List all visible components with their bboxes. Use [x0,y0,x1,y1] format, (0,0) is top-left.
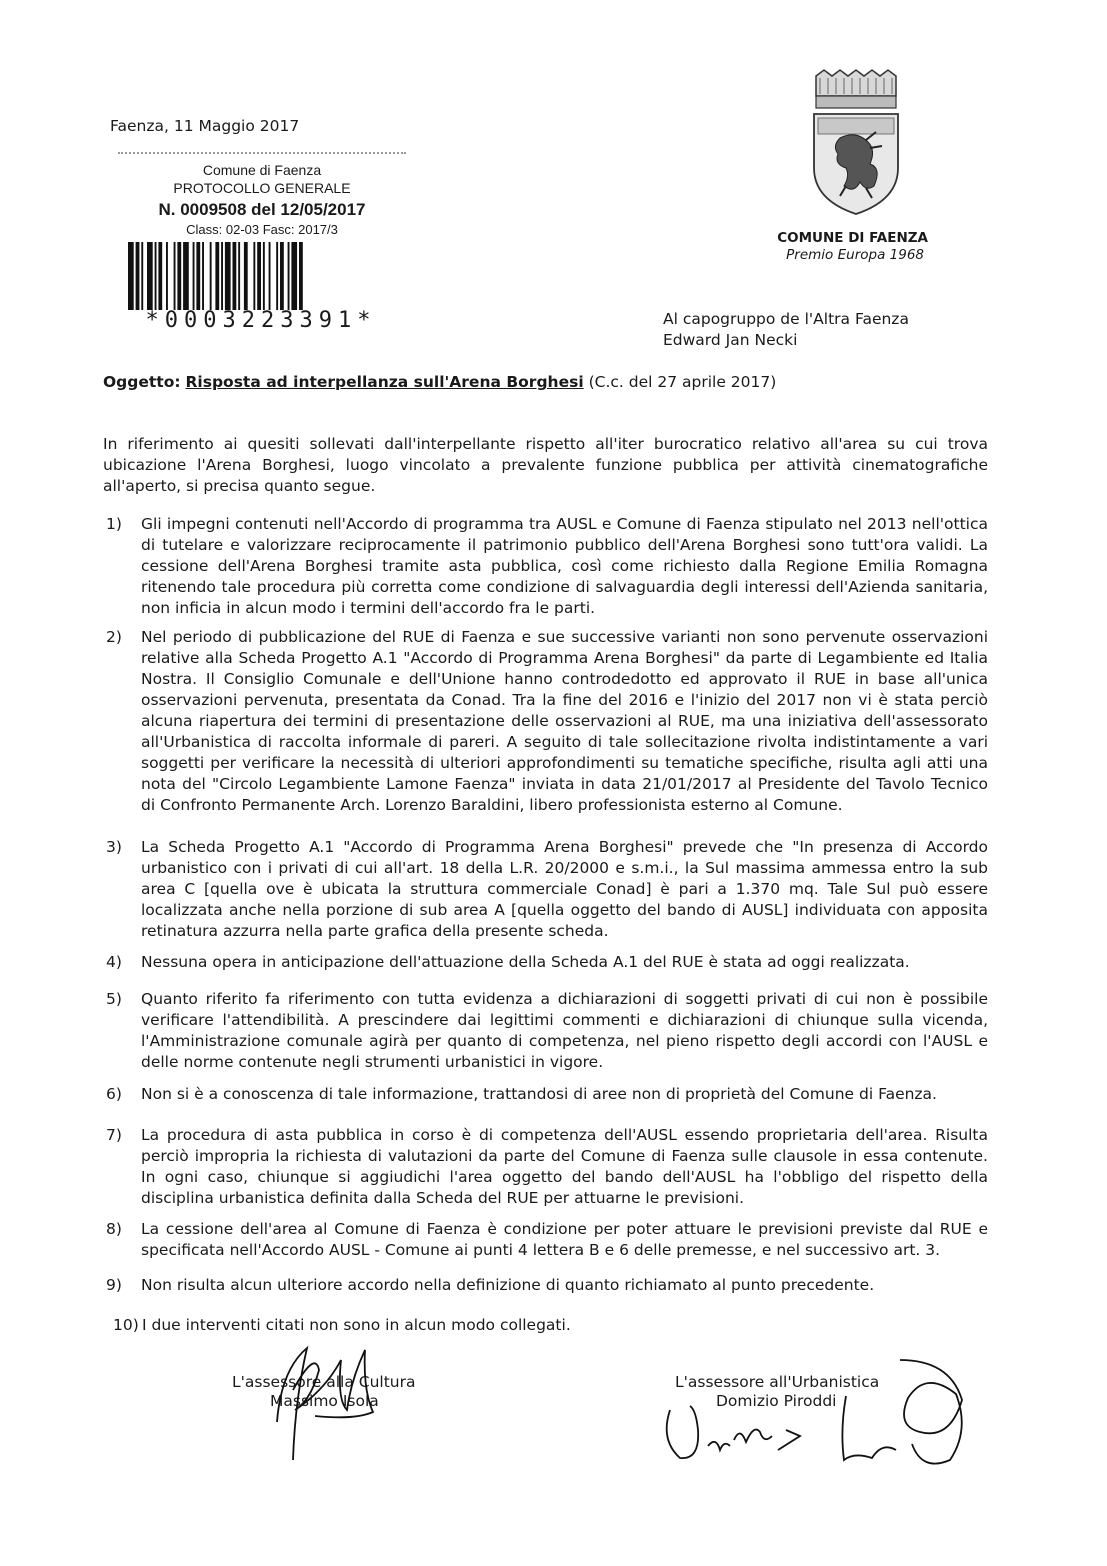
item-text: Nel periodo di pubblicazione del RUE di Faenza e sue successive varianti non sono pervenute osservazioni relative alla Scheda Progetto A.1 "Accordo di Programma Arena Borghesi" da parte di Legambiente ed Italia Nostra. Il Consiglio Comunale e dell'Unione hanno controdedotto ed approvato il RUE in base all'unica osservazioni pervenuta, presentata da Conad. Tra la fine del 2016 e l'inizio del 2017 non vi è stata perciò alcuna riapertura dei termini di presentazione delle osservazioni al RUE, ma una iniziativa dell'assessorato all'Urbanistica di raccolta informale di pareri. A seguito di tale sollecitazione rivolta indistintamente a vari soggetti per verificare la necessità di ulteriori approfondimenti su tematiche specifiche, risulta agli atti una nota del "Circolo Legambiente Lamone Faenza" inviata in data 21/01/2017 al Presidente del Tavolo Tecnico di Confronto Permanente Arch. Lorenzo Baraldini, libero professionista esterno al Comune. [141,628,988,814]
barcode-stripe [155,242,157,310]
signature-right-name: Domizio Piroddi [716,1392,837,1410]
barcode-stripe [147,242,153,310]
barcode-stripe [193,242,195,310]
item-text: Non risulta alcun ulteriore accordo nella definizione di quanto richiamato al punto precedente. [141,1276,875,1294]
signature-right-handwriting-icon [650,1340,980,1480]
barcode-stripe [238,242,240,310]
item-number: 3) [106,838,122,856]
subject-line [103,373,776,391]
barcode-stripe [291,242,297,310]
signature-left-handwriting-icon [255,1330,395,1470]
barcode-number: *0003223391* [145,308,377,333]
barcode-stripe [215,242,219,310]
recipient-line-1: Al capogruppo de l'Altra Faenza [663,310,909,328]
barcode-stripe [269,242,271,310]
item-number: 4) [106,953,122,971]
stamp-protocol-number: N. 0009508 del 12/05/2017 [158,200,366,219]
stamp-register: PROTOCOLLO GENERALE [173,180,351,196]
institution-name: COMUNE DI FAENZA [777,230,928,246]
item-number: 1) [106,515,122,533]
item-text: Quanto riferito fa riferimento con tutta evidenza a dichiarazioni di soggetti privati di cui non è possibile verificare l'attendibilità. A prescindere dai legittimi commenti e dichiarazioni di chiunque sulla vicenda, l'Amministrazione comunale agirà per quanto di competenza, nel pieno rispetto degli accordi con l'AUSL e delle norme contenute negli strumenti urbanistici in vigore. [141,990,988,1071]
barcode-stripe [253,242,255,310]
item-number: 2) [106,628,122,646]
barcode-stripe [136,242,140,310]
subject-label: Oggetto: [103,373,181,391]
barcode-stripe [257,242,261,310]
barcode-stripe [263,242,265,310]
barcode-image [126,242,396,310]
intro-paragraph: In riferimento ai quesiti sollevati dall'interpellante rispetto all'iter burocratico relativo all'area su cui trova ubicazione l'Arena Borghesi, luogo vincolato a prevalente funzione pubblica per attività cinematografiche all'aperto, si precisa quanto segue. [103,435,988,495]
barcode-stripe [177,242,181,310]
barcode-stripe [280,242,284,310]
item-text: La Scheda Progetto A.1 "Accordo di Programma Arena Borghesi" prevede che "In presenza di Accordo urbanistico con i privati di cui all'art. 18 della L.R. 20/2000 e s.m.i., la Sul massima ammessa entro la sub area C [quella ove è ubicata la struttura commerciale Conad] è pari a 1.370 mq. Tale Sul può essere localizzata anche nella porzione di sub area A [quella oggetto del bando di AUSL] individuata con apposita retinatura azzurra nella parte grafica della presente scheda. [141,838,988,940]
barcode-stripe [141,242,143,310]
item-text: La procedura di asta pubblica in corso è di competenza dell'AUSL essendo proprietaria dell'area. Risulta perciò impropria la richiesta di valutazioni da parte del Comune di Faenza sulle clausole in essa contenute. In ogni caso, chiunque si aggiudichi l'area oggetto del bando dell'AUSL ha l'obbligo del rispetto della disciplina urbanistica definita dalla Scheda del RUE per attuarne le previsioni. [141,1126,988,1207]
item-text: I due interventi citati non sono in alcun modo collegati. [142,1316,571,1334]
item-number: 10) [113,1316,139,1334]
signature-left-name: Massimo Isola [270,1392,379,1410]
letter-date: Faenza, 11 Maggio 2017 [110,117,300,135]
barcode-stripe [299,242,303,310]
barcode-stripe [221,242,223,310]
item-text: Nessuna opera in anticipazione dell'attuazione della Scheda A.1 del RUE è stata ad oggi realizzata. [141,953,910,971]
item-number: 7) [106,1126,122,1144]
barcode-stripe [158,242,162,310]
item-number: 8) [106,1220,122,1238]
barcode-stripe [166,242,168,310]
item-text: La cessione dell'area al Comune di Faenza è condizione per poter attuare le previsioni previste dal RUE e specificata nell'Accordo AUSL - Comune ai punti 4 lettera B e 6 delle premesse, e nel successivo art. 3. [141,1220,988,1259]
barcode-stripe [276,242,278,310]
coat-of-arms-icon [810,68,902,218]
barcode-stripe [174,242,176,310]
institution-award: Premio Europa 1968 [786,247,924,263]
barcode-stripe [244,242,248,310]
barcode-stripe [225,242,231,310]
item-number: 9) [106,1276,122,1294]
barcode-stripe [183,242,189,310]
barcode-stripe [196,242,200,310]
barcode-stripe [288,242,290,310]
barcode-stripe [210,242,212,310]
barcode-stripe [233,242,237,310]
stamp-top-border [118,152,406,154]
item-text: Gli impegni contenuti nell'Accordo di programma tra AUSL e Comune di Faenza stipulato nel 2013 nell'ottica di tutelare e valorizzare reciprocamente il patrimonio pubblico dell'Arena Borghesi sono tutt'ora validi. La cessione dell'Arena Borghesi tramite asta pubblica, così come richiesto dalla Regione Emilia Romagna ritenendo tale procedura più corretta come condizione di salvaguardia degli interessi dell'Azienda sanitaria, non inficia in alcun modo i termini dell'accordo fra le parti. [141,515,988,617]
protocol-stamp [118,152,406,352]
signature-right-role: L'assessore all'Urbanistica [675,1373,880,1391]
item-text: Non si è a conoscenza di tale informazione, trattandosi di aree non di proprietà del Comune di Faenza. [141,1085,937,1103]
item-number: 6) [106,1085,122,1103]
barcode-stripe [128,242,134,310]
recipient-line-2: Edward Jan Necki [663,331,798,349]
stamp-classification: Class: 02-03 Fasc: 2017/3 [186,222,338,237]
stamp-office: Comune di Faenza [202,162,322,178]
subject-title: Risposta ad interpellanza sull'Arena Borghesi [185,373,584,391]
subject-note: (C.c. del 27 aprile 2017) [588,373,777,391]
barcode-stripe [202,242,204,310]
item-number: 5) [106,990,122,1008]
signature-left-role: L'assessore alla Cultura [232,1373,416,1391]
